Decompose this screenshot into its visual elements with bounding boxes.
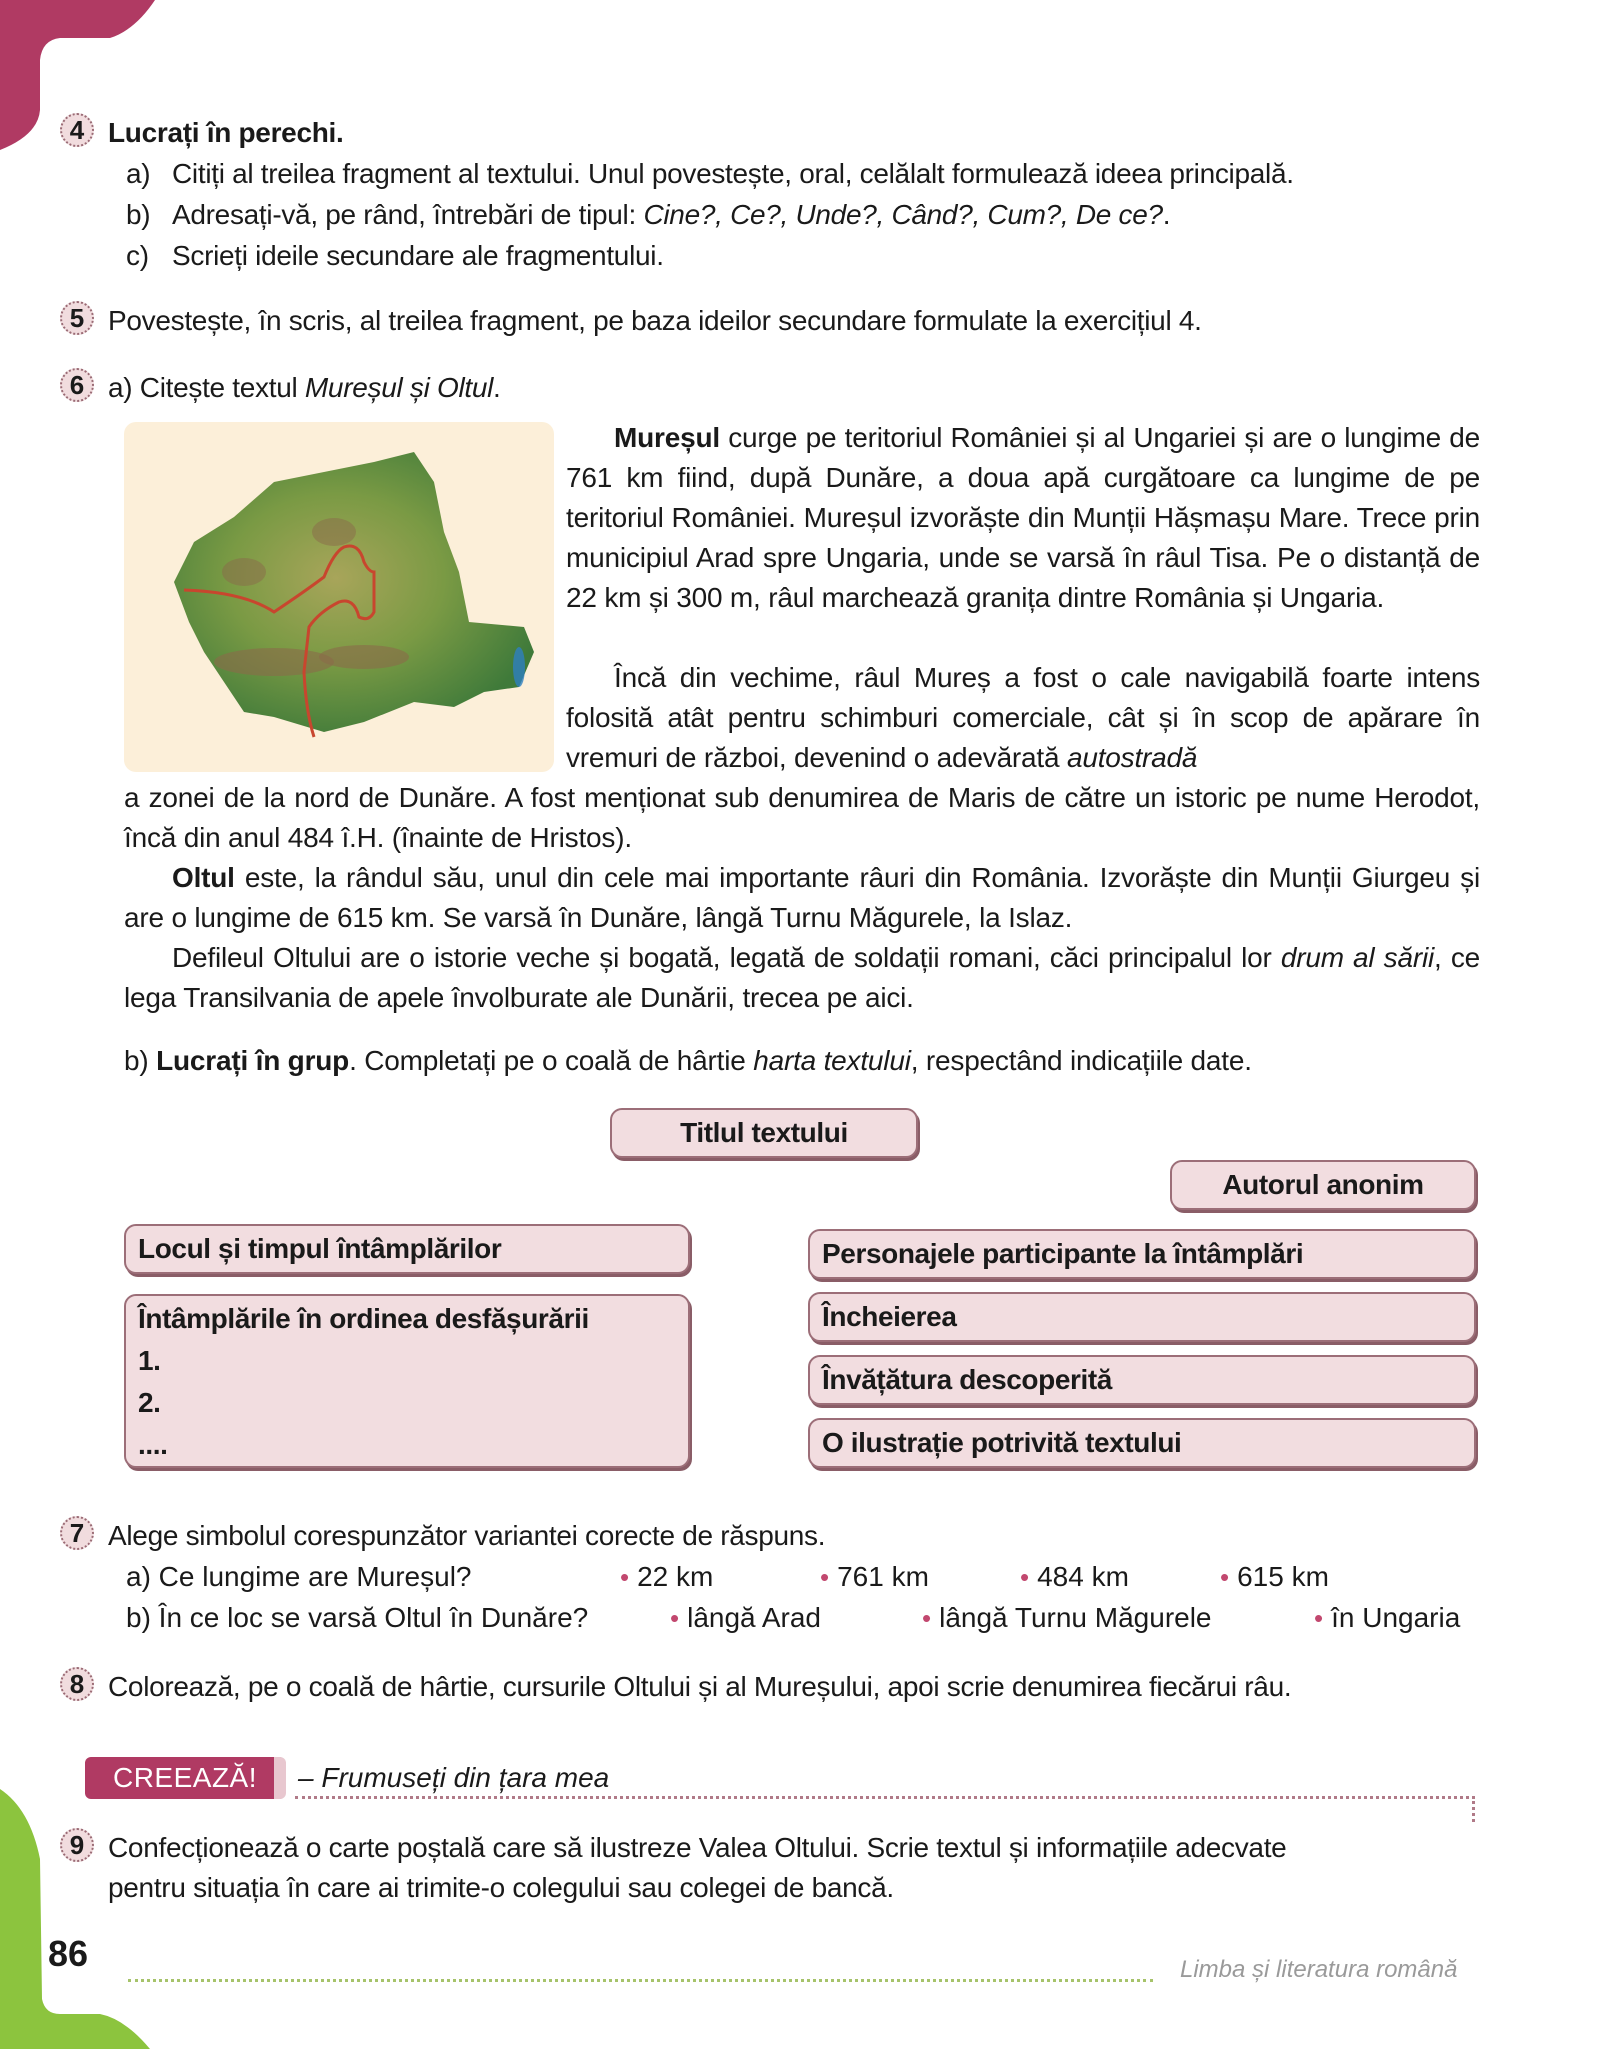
box-illustration: O ilustrație potrivită textului bbox=[808, 1418, 1476, 1468]
exercise-number-badge: 9 bbox=[60, 1828, 94, 1862]
box-lesson: Învățătura descoperită bbox=[808, 1355, 1476, 1405]
creeaza-label: CREEAZĂ! bbox=[85, 1757, 285, 1799]
exercise-number-badge: 5 bbox=[60, 301, 94, 335]
exercise-4-item-c: c) Scrieți ideile secundare ale fragmentului. bbox=[126, 240, 664, 271]
exercise-4-title: Lucrați în perechi. bbox=[108, 117, 344, 148]
map-image bbox=[124, 422, 554, 772]
option-a-2[interactable]: • 761 km bbox=[820, 1561, 929, 1592]
exercise-6 bbox=[60, 368, 501, 408]
exercise-7-text: Alege simbolul corespunzător variantei corecte de răspuns. bbox=[108, 1520, 826, 1551]
box-characters: Personajele participante la întâmplări bbox=[808, 1229, 1476, 1279]
bullet-icon: • bbox=[820, 1562, 830, 1592]
exercise-7b-row bbox=[126, 1598, 1486, 1638]
option-a-3[interactable]: • 484 km bbox=[1020, 1561, 1129, 1592]
paragraph-mures-2-cont: a zonei de la nord de Dunăre. A fost menționat sub denumirea de Maris de către un istoric pe nume Herodot, încă din anul 484 î.H. (înainte de Hristos). bbox=[124, 782, 1480, 853]
section-divider bbox=[295, 1796, 1475, 1799]
creeaza-tab-decoration bbox=[274, 1757, 286, 1799]
box-events: Întâmplările în ordinea desfășurării 1. 2. .... bbox=[124, 1294, 690, 1468]
option-b-1[interactable]: • lângă Arad bbox=[670, 1602, 821, 1633]
exercise-5-text: Povestește, în scris, al treilea fragment, pe baza ideilor secundare formulate la exercițiul 4. bbox=[108, 305, 1202, 336]
exercise-5 bbox=[60, 301, 1202, 341]
page-number: 86 bbox=[48, 1933, 89, 1974]
option-a-4[interactable]: • 615 km bbox=[1220, 1561, 1329, 1592]
bullet-icon: • bbox=[620, 1562, 630, 1592]
bullet-icon: • bbox=[670, 1603, 680, 1633]
bullet-icon: • bbox=[922, 1603, 932, 1633]
bullet-icon: • bbox=[1220, 1562, 1230, 1592]
exercise-9 bbox=[60, 1828, 1286, 1908]
option-b-2[interactable]: • lângă Turnu Măgurele bbox=[922, 1602, 1212, 1633]
footer-book-title: Limba și literatura română bbox=[1180, 1956, 1458, 1983]
question-b: b) În ce loc se varsă Oltul în Dunăre? bbox=[126, 1602, 589, 1633]
paragraph-olt-1: Oltul este, la rândul său, unul din cele mai importante râuri din România. Izvorăște din Munții Giurgeu și are o lungime de 615 km. Se varsă în Dunăre, lângă Turnu Măgurele, la Islaz. bbox=[124, 862, 1480, 933]
exercise-8 bbox=[60, 1667, 1291, 1707]
paragraph-olt-2: Defileul Oltului are o istorie veche și bogată, legată de soldații romani, căci principalul lor drum al sării, ce lega Transilvania de apele învolburate ale Dunării, trecea pe aici. bbox=[124, 942, 1480, 1013]
exercise-6a-instruction: a) Citește textul Mureșul și Oltul. bbox=[108, 372, 501, 403]
exercise-8-text: Colorează, pe o coală de hârtie, cursurile Oltului și al Mureșului, apoi scrie denumirea fiecărui râu. bbox=[108, 1671, 1292, 1702]
exercise-number-badge: 4 bbox=[60, 113, 94, 147]
exercise-4-item-a: a) Citiți al treilea fragment al textului. Unul povestește, oral, celălalt formulează ideea principală. bbox=[126, 158, 1294, 189]
section-divider-end bbox=[1472, 1796, 1475, 1822]
exercise-7 bbox=[60, 1516, 825, 1556]
romania-relief-map bbox=[124, 422, 554, 772]
exercise-7a-row bbox=[126, 1557, 1486, 1597]
box-author: Autorul anonim bbox=[1170, 1160, 1476, 1210]
box-place-time: Locul și timpul întâmplărilor bbox=[124, 1224, 690, 1274]
box-ending: Încheierea bbox=[808, 1292, 1476, 1342]
exercise-4 bbox=[60, 113, 343, 153]
option-b-3[interactable]: • în Ungaria bbox=[1314, 1602, 1461, 1633]
question-a: a) Ce lungime are Mureșul? bbox=[126, 1561, 472, 1592]
creeaza-subtitle: – Frumuseți din țara mea bbox=[298, 1762, 610, 1793]
exercise-6b-instruction: b) Lucrați în grup. Completați pe o coală de hârtie harta textului, respectând indicațiile date. bbox=[124, 1045, 1252, 1076]
paragraph-mures-1: Mureșul curge pe teritoriul României și al Ungariei și are o lungime de 761 km fiind, după Dunăre, a doua apă curgătoare ca lungime de pe teritoriul României. Mureșul izvorăște din Munții Hășmașu Mare. Trece prin municipiul Arad spre Ungaria, unde se varsă în râul Tisa. Pe o distanță de 22 km și 300 m, râul marchează granița dintre România și Ungaria. bbox=[566, 422, 1480, 613]
bullet-icon: • bbox=[1020, 1562, 1030, 1592]
bullet-icon: • bbox=[1314, 1603, 1324, 1633]
exercise-number-badge: 7 bbox=[60, 1516, 94, 1550]
exercise-9-text: Confecționează o carte poștală care să ilustreze Valea Oltului. Scrie textul și informațiile adecvate pentru situația în care ai trimite-o colegului sau colegei de bancă. bbox=[108, 1832, 1287, 1903]
exercise-4-item-b: b) Adresați-vă, pe rând, întrebări de tipul: Cine?, Ce?, Unde?, Când?, Cum?, De ce?. bbox=[126, 199, 1171, 230]
option-a-1[interactable]: • 22 km bbox=[620, 1561, 714, 1592]
box-title: Titlul textului bbox=[610, 1108, 918, 1158]
exercise-number-badge: 8 bbox=[60, 1667, 94, 1701]
exercise-number-badge: 6 bbox=[60, 368, 94, 402]
footer-divider bbox=[128, 1979, 1153, 1982]
paragraph-mures-2: Încă din vechime, râul Mureș a fost o cale navigabilă foarte intens folosită atât pentru schimburi comerciale, cât și în scop de apărare în vremuri de război, devenind o adevărată autostradă bbox=[566, 662, 1480, 773]
